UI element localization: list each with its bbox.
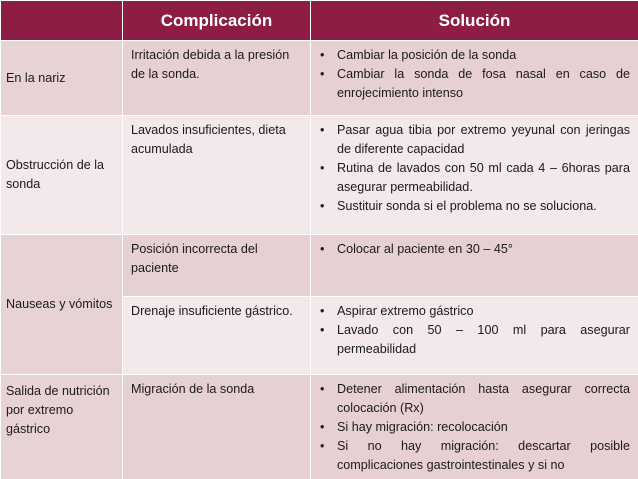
solution-item: • Sustituir sonda si el problema no se soluciona.	[317, 197, 630, 216]
cause-cell: Irritación debida a la presión de la sonda.	[123, 41, 311, 116]
solution-cell	[311, 116, 638, 235]
table-row	[1, 235, 638, 297]
problem-cell: Obstrucción de la sonda	[1, 116, 123, 235]
problem-cell: En la nariz	[1, 41, 123, 116]
solution-list	[317, 302, 630, 359]
cause-cell: Lavados insuficientes, dieta acumulada	[123, 116, 311, 235]
table-row	[1, 375, 638, 479]
header-solucion: Solución	[311, 1, 638, 41]
problem-cell: Nauseas y vómitos	[1, 235, 123, 375]
header-corner-cell	[1, 1, 123, 41]
solution-list	[317, 240, 630, 259]
solution-cell	[311, 375, 638, 479]
solution-list	[317, 121, 630, 216]
cause-cell: Posición incorrecta del paciente	[123, 235, 311, 297]
solution-list	[317, 380, 630, 475]
solution-cell	[311, 41, 638, 116]
solution-item: • Aspirar extremo gástrico	[317, 302, 630, 321]
solution-cell	[311, 297, 638, 375]
header-complicacion: Complicación	[123, 1, 311, 41]
solution-cell	[311, 235, 638, 297]
solution-item: • Si no hay migración: descartar posible complicaciones gastrointestinales y si no	[317, 437, 630, 475]
solution-item: • Detener alimentación hasta asegurar correcta colocación (Rx)	[317, 380, 630, 418]
table-row	[1, 116, 638, 235]
solution-item: • Si hay migración: recolocación	[317, 418, 630, 437]
solution-item: • Rutina de lavados con 50 ml cada 4 – 6horas para asegurar permeabilidad.	[317, 159, 630, 197]
solution-item: • Cambiar la posición de la sonda	[317, 46, 630, 65]
table-header-row	[1, 1, 638, 41]
solution-item: • Colocar al paciente en 30 – 45°	[317, 240, 630, 259]
table-row	[1, 41, 638, 116]
cause-cell: Migración de la sonda	[123, 375, 311, 479]
solution-item: • Pasar agua tibia por extremo yeyunal con jeringas de diferente capacidad	[317, 121, 630, 159]
problem-cell: Salida de nutrición por extremo gástrico	[1, 375, 123, 479]
solution-item: • Cambiar la sonda de fosa nasal en caso de enrojecimiento intenso	[317, 65, 630, 103]
solution-list	[317, 46, 630, 103]
solution-item: • Lavado con 50 – 100 ml para asegurar permeabilidad	[317, 321, 630, 359]
cause-cell: Drenaje insuficiente gástrico.	[123, 297, 311, 375]
